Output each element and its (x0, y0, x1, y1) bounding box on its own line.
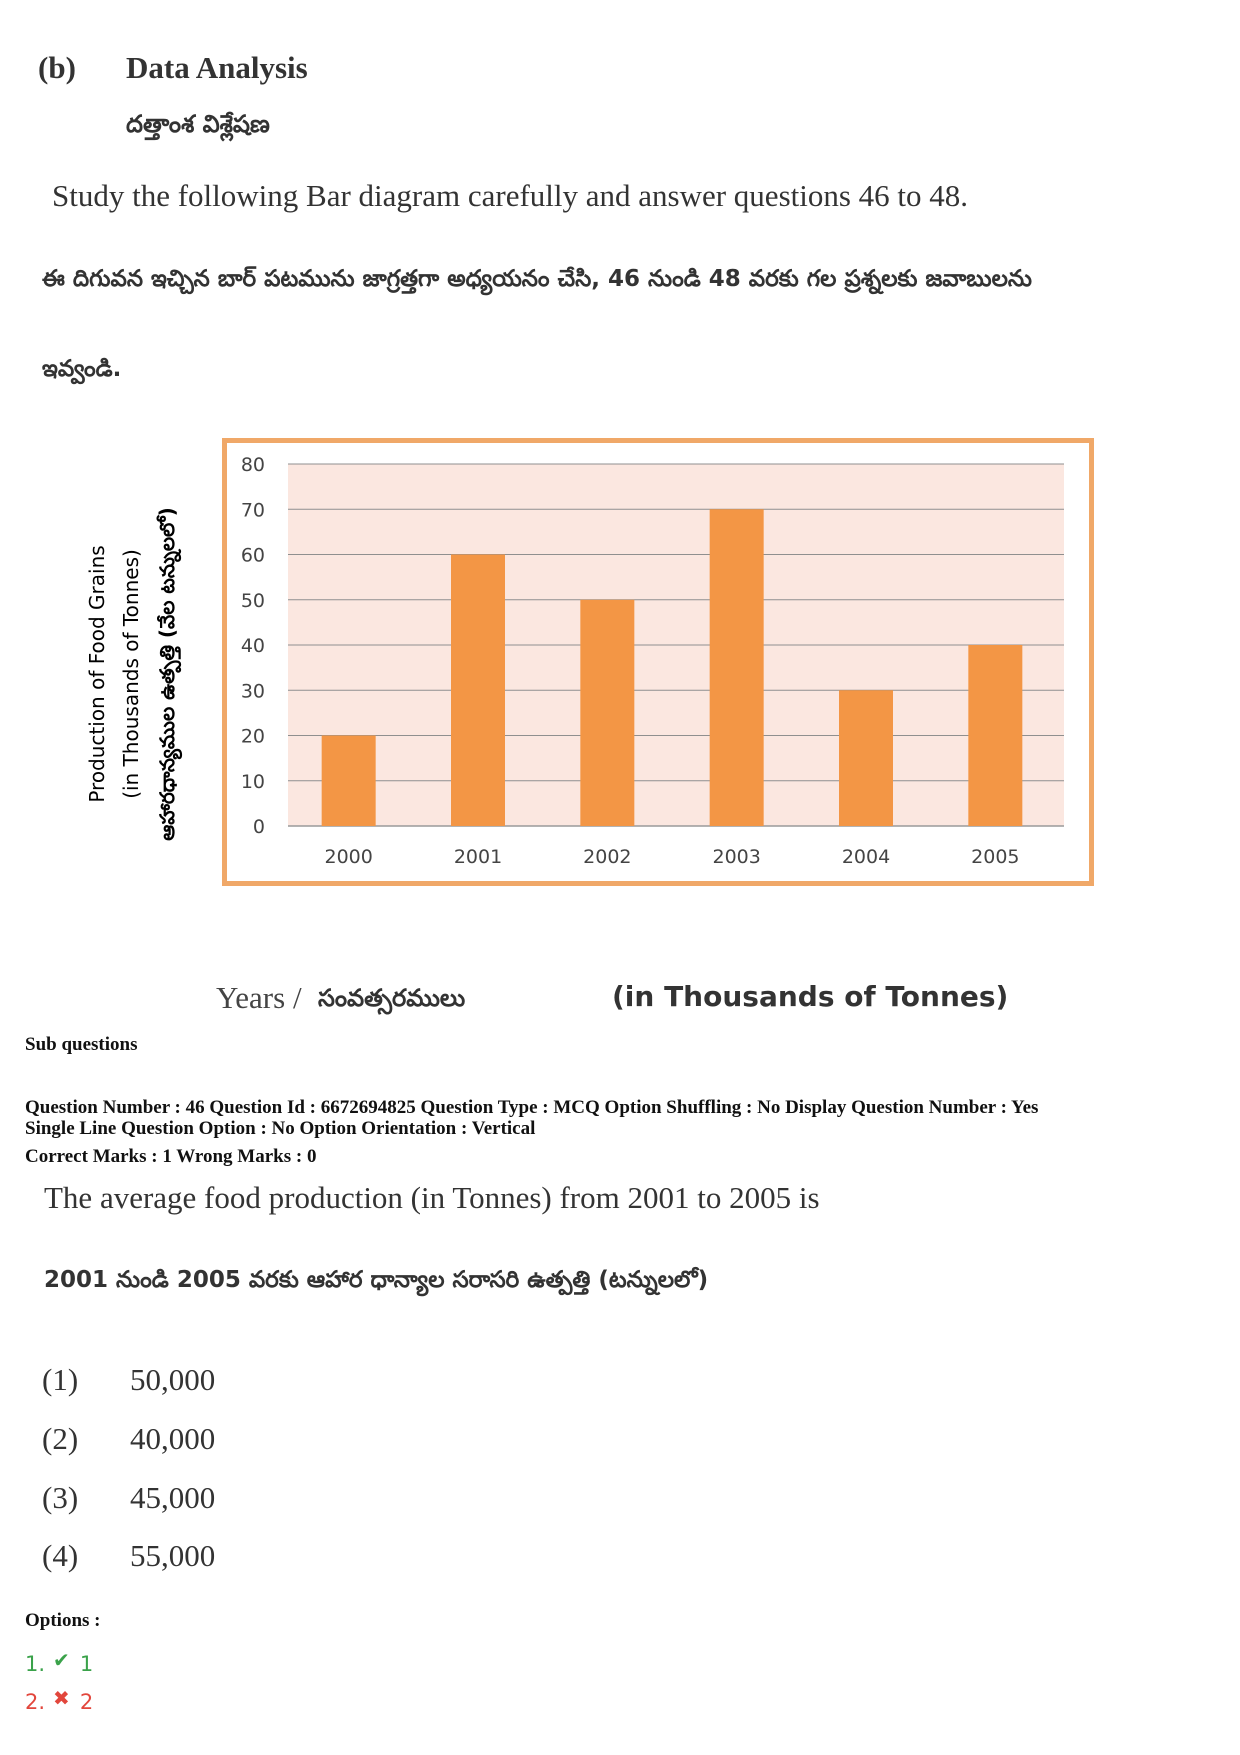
y-tick-label: 40 (240, 635, 265, 657)
choice-1-number: (1) (42, 1362, 79, 1397)
unit-note: (in Thousands of Tonnes) (612, 980, 1009, 1013)
bar-2005 (968, 645, 1022, 826)
x-axis-label-telugu: సంవత్సరములు (318, 984, 466, 1012)
x-axis-label-english: Years / (216, 980, 302, 1015)
y-tick-label: 80 (240, 454, 265, 476)
x-tick-label: 2004 (841, 846, 891, 868)
option-1-index: 1. (25, 1652, 46, 1676)
x-tick-label: 2003 (712, 846, 761, 868)
choice-4-value: 55,000 (130, 1538, 216, 1573)
choice-2-number: (2) (42, 1421, 79, 1456)
y-axis-label (85, 507, 183, 841)
x-tick-label: 2001 (453, 846, 503, 868)
section-title-telugu: దత్తాంశ విశ్లేషణ (126, 110, 270, 138)
options-heading: Options : (25, 1610, 101, 1631)
bar-2002 (580, 600, 634, 826)
instruction-english: Study the following Bar diagram carefully and answer questions 46 to 48. (52, 178, 969, 213)
y-axis-label-telugu: ఆహారధాన్యముల ఉత్పత్తి (వేల టన్నులలో) (155, 507, 179, 841)
bar-2000 (322, 736, 376, 827)
option-2-value: 2 (79, 1690, 94, 1714)
y-axis-label-line2: (in Thousands of Tonnes) (119, 549, 143, 799)
question-text-telugu: 2001 నుండి 2005 వరకు ఆహార ధాన్యాల సరాసరి ఉత్పత్తి (టన్నులలో) (44, 1267, 709, 1293)
section-title: Data Analysis (126, 50, 308, 85)
y-axis-label-line1: Production of Food Grains (85, 545, 109, 803)
option-2-index: 2. (25, 1690, 46, 1714)
x-tick-label: 2000 (324, 846, 373, 868)
check-icon: ✔ (53, 1648, 70, 1672)
instruction-telugu-line2: ఇవ్వండి. (42, 356, 122, 382)
y-tick-label: 50 (240, 589, 265, 612)
section-label: (b) (38, 50, 76, 85)
y-tick-label: 30 (240, 680, 265, 703)
question-text-english: The average food production (in Tonnes) from 2001 to 2005 is (44, 1180, 820, 1215)
bar-2004 (839, 690, 893, 826)
instruction-telugu-line1: ఈ దిగువన ఇచ్చిన బార్ పటమును జాగ్రత్తగా అధ్యయనం చేసి, 46 నుండి 48 వరకు గల ప్రశ్నలకు జవాబులను (42, 266, 1033, 292)
x-tick-labels (324, 846, 1019, 868)
x-tick-label: 2002 (583, 846, 632, 868)
y-tick-label: 60 (240, 544, 265, 567)
y-tick-label: 10 (240, 770, 265, 793)
question-marks: Correct Marks : 1 Wrong Marks : 0 (25, 1146, 317, 1167)
y-tick-label: 0 (252, 816, 265, 838)
option-2 (25, 1686, 94, 1714)
option-1-value: 1 (79, 1652, 94, 1676)
choice-1-value: 50,000 (130, 1362, 216, 1397)
choice-4-number: (4) (42, 1538, 79, 1573)
question-meta-line1: Question Number : 46 Question Id : 6672694825 Question Type : MCQ Option Shuffling : No Display Question Number : Yes (25, 1097, 1039, 1118)
cross-icon: ✖ (53, 1686, 70, 1710)
x-tick-label: 2005 (971, 846, 1020, 868)
bar-2003 (710, 509, 764, 826)
choice-3-number: (3) (42, 1480, 79, 1515)
y-tick-label: 70 (240, 499, 265, 522)
choice-2-value: 40,000 (130, 1421, 216, 1456)
sub-questions-heading: Sub questions (25, 1034, 138, 1055)
choice-3-value: 45,000 (130, 1480, 216, 1515)
y-tick-label: 20 (240, 725, 265, 748)
y-tick-labels (241, 454, 265, 838)
question-meta-line2: Single Line Question Option : No Option Orientation : Vertical (25, 1118, 536, 1139)
option-1 (25, 1648, 94, 1676)
bar-2001 (451, 555, 505, 827)
